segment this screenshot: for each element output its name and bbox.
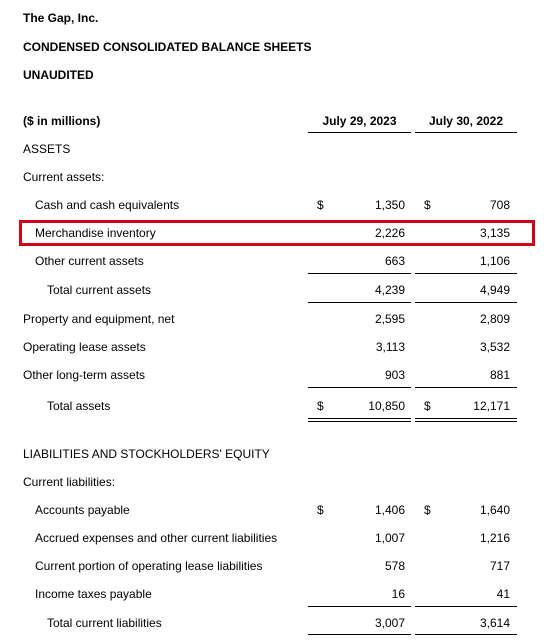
value-2023: 3,007: [374, 616, 405, 630]
units-label: ($ in millions): [23, 114, 101, 128]
value-2022: 1,106: [479, 254, 510, 268]
audit-status: UNAUDITED: [23, 68, 94, 82]
section-label: ASSETS: [23, 142, 71, 156]
row-label: Total current liabilities: [47, 616, 162, 630]
table-row-accrued-expenses: [0, 531, 558, 551]
row-label: Total current assets: [47, 283, 152, 297]
table-row-total-current-assets: [0, 283, 558, 303]
currency-symbol: $: [317, 198, 324, 212]
row-label: Property and equipment, net: [23, 312, 175, 326]
row-label: Merchandise inventory: [35, 226, 156, 240]
table-row-other-long-term-assets: [0, 368, 558, 388]
value-2022: 4,949: [479, 283, 510, 297]
value-2023: 903: [384, 368, 405, 382]
currency-symbol: $: [424, 503, 431, 517]
subsection-current-assets: [0, 170, 558, 190]
column-header-2023: July 29, 2023: [322, 114, 397, 128]
column-header-rule-2023: [308, 132, 411, 133]
table-row-income-taxes: [0, 587, 558, 607]
row-label: Accounts payable: [35, 503, 130, 517]
value-2022: 717: [489, 559, 510, 573]
row-label: Income taxes payable: [35, 587, 152, 601]
value-2022: 3,614: [479, 616, 510, 630]
value-2023: 1,350: [374, 198, 405, 212]
value-2023: 4,239: [374, 283, 405, 297]
value-2022: 2,809: [479, 312, 510, 326]
value-2023: 1,406: [374, 503, 405, 517]
value-2023: 2,226: [374, 226, 405, 240]
table-row-total-assets: [0, 399, 558, 419]
subtotal-rule: [415, 273, 517, 274]
row-label: Other long-term assets: [23, 368, 146, 382]
currency-symbol: $: [317, 503, 324, 517]
value-2022: 3,532: [479, 340, 510, 354]
highlight-box: [19, 220, 535, 246]
table-row-operating-lease-assets: [0, 340, 558, 360]
subtotal-rule: [308, 273, 411, 274]
table-row-accounts-payable: [0, 503, 558, 523]
total-double-rule: [308, 418, 411, 422]
subtotal-rule: [308, 387, 411, 388]
row-label: Cash and cash equivalents: [35, 198, 180, 212]
currency-symbol: $: [424, 399, 431, 413]
subtotal-rule: [415, 634, 517, 635]
row-label: Operating lease assets: [23, 340, 146, 354]
value-2023: 16: [391, 587, 405, 601]
subsection-label: Current liabilities:: [23, 475, 116, 489]
section-label: LIABILITIES AND STOCKHOLDERS' EQUITY: [23, 447, 270, 461]
currency-symbol: $: [424, 198, 431, 212]
subtotal-rule: [415, 387, 517, 388]
row-label: Other current assets: [35, 254, 144, 268]
value-2022: 3,135: [479, 226, 510, 240]
value-2023: 1,007: [374, 531, 405, 545]
row-label: Total assets: [47, 399, 111, 413]
value-2022: 1,216: [479, 531, 510, 545]
column-header-rule-2022: [415, 132, 517, 133]
table-row-lease-liabilities: [0, 559, 558, 579]
subsection-label: Current assets:: [23, 170, 105, 184]
company-name: The Gap, Inc.: [23, 11, 99, 25]
subtotal-rule: [308, 634, 411, 635]
value-2022: 41: [496, 587, 510, 601]
subtotal-rule: [308, 302, 411, 303]
section-liabilities-equity: [0, 447, 558, 467]
subtotal-rule: [415, 302, 517, 303]
value-2022: 1,640: [479, 503, 510, 517]
currency-symbol: $: [317, 399, 324, 413]
row-label: Current portion of operating lease liabilities: [35, 559, 263, 573]
table-row-other-current-assets: [0, 254, 558, 274]
value-2023: 663: [384, 254, 405, 268]
subtotal-rule: [308, 606, 411, 607]
value-2023: 10,850: [368, 399, 405, 413]
column-header-2022: July 30, 2022: [428, 114, 504, 128]
subtotal-rule: [415, 606, 517, 607]
value-2022: 708: [489, 198, 510, 212]
subsection-current-liabilities: [0, 475, 558, 495]
table-row-ppe: [0, 312, 558, 332]
value-2023: 578: [384, 559, 405, 573]
section-assets: [0, 142, 558, 162]
statement-title: CONDENSED CONSOLIDATED BALANCE SHEETS: [23, 40, 312, 54]
row-label: Accrued expenses and other current liabilities: [35, 531, 278, 545]
value-2023: 2,595: [374, 312, 405, 326]
table-row-cash: [0, 198, 558, 218]
table-row-total-current-liabilities: [0, 616, 558, 636]
value-2022: 881: [489, 368, 510, 382]
total-double-rule: [415, 418, 517, 422]
value-2023: 3,113: [375, 340, 405, 354]
value-2022: 12,171: [473, 399, 510, 413]
